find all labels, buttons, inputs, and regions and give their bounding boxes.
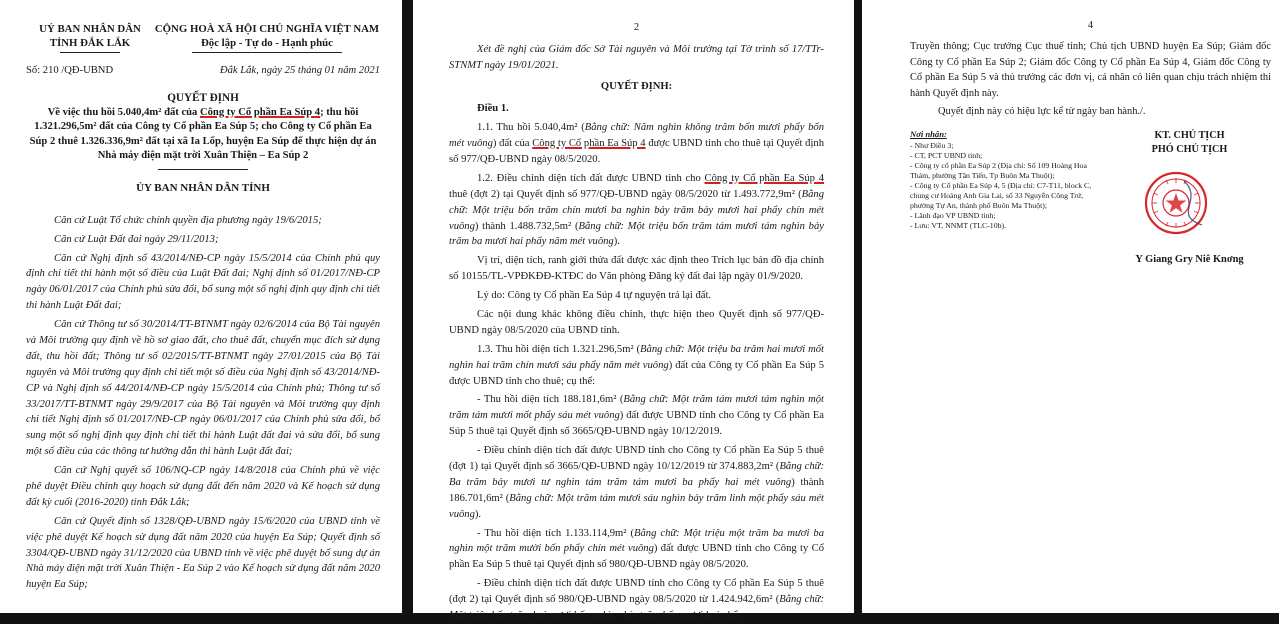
clause-1-1 — [449, 120, 824, 168]
recipient-item: - Lưu: VT, NNMT (TLC-10b). — [910, 221, 1007, 231]
clause-1-3-item-3 — [449, 526, 824, 574]
subject-company-highlight: Công ty Cổ phần Ea Súp 4 — [199, 107, 321, 119]
clause-1-3-item-4 — [449, 576, 824, 624]
title-divider — [158, 169, 248, 170]
red-seal-icon — [1144, 171, 1208, 235]
recipient-item: - Như Điều 3; — [910, 141, 954, 151]
agency-line-2: TỈNH ĐẮK LẮK — [49, 37, 131, 50]
other-content-paragraph: Các nội dung khác không điều chỉnh, thực hiện theo Quyết định số 977/QĐ-UBND ngày 08/5/2020 của UBND tỉnh. — [449, 308, 824, 336]
national-motto — [154, 22, 380, 53]
decision-title — [26, 91, 380, 163]
recipient-item: - CT, PCT UBND tỉnh; — [910, 151, 983, 161]
text-run: - Điều chỉnh diện tích đất được UBND tỉnh cho Công ty Cổ phần Ea Súp 5 thuê (đợt 2) tại Quyết định số 980/QĐ-UBND ngày 08/5/2020 từ 1.424.942,6m² ( — [449, 578, 824, 606]
text-run-italic: Bằng chữ: Một trăm tám mươi tám nghìn một trăm tám mươi mốt phẩy sáu mét vuông — [449, 394, 824, 422]
number-date-line — [26, 63, 380, 79]
agency-line-1: UỶ BAN NHÂN DÂN — [39, 23, 141, 35]
legal-basis-paragraph: Căn cứ Quyết định số 1328/QĐ-UBND ngày 15/6/2020 của UBND tỉnh về việc phê duyệt Kế hoạch sử dụng đất năm 2020 của huyện Ea Súp; Quyết định số 3304/QĐ-UBND ngày 31/12/2020 của UBND tỉnh về việc phê duyệt bổ sung dự án Nhà máy điện mặt trời Xuân Thiện - Ea Súp 2 vào Kế hoạch sử dụng đất năm 2020 huyện Ea Súp; — [26, 515, 380, 591]
text-run-italic: Bằng chữ: Ba trăm bảy mươi tư nghìn tám trăm tám mươi ba phẩy hai mét vuông — [449, 460, 824, 488]
nation-line-2: Độc lập - Tự do - Hạnh phúc — [201, 37, 333, 50]
text-run: ) đất được UBND tỉnh cho Công ty Cổ phần Ea Súp 5 thuê tại Quyết định số 980/QĐ-UBND ngày 08/5/2020. — [449, 543, 825, 571]
page-number: 2 — [633, 22, 640, 33]
issuing-agency — [26, 22, 154, 53]
clause-1-3-item-2 — [449, 443, 824, 522]
text-run: 1.1. Thu hồi 5.040,4m² ( — [477, 122, 585, 134]
document-number: Số: 210 /QĐ-UBND — [26, 65, 114, 77]
text-run-italic: Bằng chữ: Một triệu bốn trăm tám mươi tám nghìn bảy trăm ba mươi hai phẩy năm mét vuông — [449, 220, 824, 248]
document-header — [26, 22, 380, 53]
document-page-4 — [862, 0, 1279, 613]
text-run: 1.2. Điều chỉnh diện tích đất được UBND tỉnh cho — [477, 172, 705, 184]
text-run-italic: Bằng chữ: Năm nghìn không trăm bốn mươi phẩy bốn mét vuông — [449, 122, 824, 150]
signer-title-2: PHÓ CHỦ TỊCH — [1151, 144, 1228, 156]
intro-paragraph: Xét đề nghị của Giám đốc Sở Tài nguyên và Môi trường tại Tờ trình số 17/TTr-STNMT ngày 19/01/2021. — [449, 43, 824, 71]
decision-heading: QUYẾT ĐỊNH: — [600, 81, 673, 93]
text-run-italic: Bằng chữ: Một triệu một trăm ba mươi ba nghìn một trăm mười bốn phẩy chín mét vuông — [449, 527, 825, 555]
decision-subject — [26, 106, 380, 163]
text-run: - Thu hồi diện tích 188.181,6m² ( — [477, 394, 624, 406]
clause-1-3 — [449, 342, 824, 390]
page-number: 4 — [1087, 20, 1094, 31]
text-run: - Thu hồi diện tích 1.133.114,9m² ( — [477, 527, 635, 539]
text-run: ) thành 1.488.732,5m² ( — [474, 220, 579, 232]
text-run-italic: Bằng chữ: Một triệu bốn trăm chín mươi ba nghìn bảy trăm bảy mươi hai phẩy chín mét vuông — [449, 188, 824, 232]
text-run: - Điều chỉnh diện tích đất được UBND tỉnh cho Công ty Cổ phần Ea Súp 5 thuê (đợt 1) tại Quyết định số 3665/QĐ-UBND ngày 10/12/2019 từ 374.883,2m² ( — [449, 445, 824, 472]
legal-basis-paragraph: Căn cứ Thông tư số 30/2014/TT-BTNMT ngày 02/6/2014 của Bộ Tài nguyên và Môi trường quy định về hồ sơ giao đất, cho thuê đất, chuyển mục đích sử dụng đất, thu hồi đất; Thông tư số 02/2015/TT-BTNMT ngày 27/01/2015 của Bộ Tài nguyên và Môi trường quy định chi tiết một số điều của Nghị định số 43/2014/NĐ-CP và Nghị định số 44/2014/NĐ-CP ngày 15/5/2014 của Chính phủ; Thông tư số 33/2017/TT-BTNMT ngày 29/9/2017 của Bộ Tài nguyên và Môi trường quy định chi tiết Nghị định số 01/2017/NĐ-CP ngày 06/01/2017 của Chính phủ sửa đổi, bổ sung một số nghị định quy định chi tiết thi hành Luật đất đai và sửa đổi, bổ sung một số điều của các thông tư hướng dẫn thi hành Luật đất đai; — [26, 319, 380, 458]
reason-paragraph: Lý do: Công ty Cổ phần Ea Súp 4 tự nguyện trả lại đất. — [477, 290, 712, 302]
subject-part-1: Về việc thu hồi 5.040,4m² đất của — [47, 107, 200, 119]
document-date: Đắk Lắk, ngày 25 tháng 01 năm 2021 — [219, 65, 380, 77]
company-highlight: Công ty Cổ phần Ea Súp 4 — [532, 138, 646, 150]
legal-basis-paragraph: Căn cứ Luật Đất đai ngày 29/11/2013; — [54, 233, 219, 245]
committee-heading: ỦY BAN NHÂN DÂN TỈNH — [136, 182, 270, 195]
legal-basis-paragraph: Căn cứ Luật Tổ chức chính quyền địa phương ngày 19/6/2015; — [54, 214, 322, 226]
clause-1-3-item-1 — [449, 392, 824, 440]
signature-area — [910, 129, 1271, 266]
text-run: thuê (đợt 2) tại Quyết định số 977/QĐ-UBND ngày 08/5/2020 từ 1.493.772,9m² ( — [449, 188, 802, 200]
document-page-2 — [413, 0, 854, 621]
recipient-item: - Công ty Cổ phần Ea Súp 4, 5 (Địa chỉ: C7-T11, block C, chung cư Hoàng Anh Gia Lai, số 33 Nguyễn Công Trứ, phường Tự An, thành phố Buôn Ma Thuột); — [910, 181, 1092, 211]
text-run: ) đất của — [492, 138, 533, 150]
text-run-italic: Bằng chữ: Một trăm tám mươi sáu nghìn bảy trăm linh một phẩy sáu mét vuông — [449, 492, 824, 520]
text-run: 1.3. Thu hồi diện tích 1.321.296,5m² ( — [477, 343, 641, 355]
clause-1-2 — [449, 171, 824, 250]
text-run: ) đất của Công ty Cổ phần Ea Súp 5 được UBND tỉnh cho thuê; cụ thể: — [449, 359, 824, 387]
text-run: ) thành 186.701,6m² ( — [449, 476, 825, 504]
signer-block — [1108, 129, 1271, 266]
signer-title-1: KT. CHỦ TỊCH — [1154, 130, 1225, 142]
legal-basis-paragraph: Căn cứ Nghị định số 43/2014/NĐ-CP ngày 15/5/2014 của Chính phủ quy định chi tiết thi hành một số điều của Luật Đất đai; Nghị định số 01/2017/NĐ-CP ngày 06/01/2017 của Chính phủ sửa đổi, bổ sung một số nghị định quy định chi tiết thi hành Luật Đất đai; — [26, 252, 380, 312]
text-run: ). — [474, 508, 482, 520]
text-run-italic: Bằng chữ: Một triệu bốn trăm hai mươi bốn nghìn chín trăm bốn mươi hai phẩy — [449, 594, 824, 621]
article-1-heading: Điều 1. — [477, 103, 509, 115]
recipient-item: - Lãnh đạo VP UBND tỉnh; — [910, 211, 996, 221]
document-page-1 — [0, 0, 402, 613]
location-paragraph: Vị trí, diện tích, ranh giới thửa đất được xác định theo Trích lục bản đồ địa chính số 10155/TL-VPĐKĐĐ-KTĐC do Văn phòng Đăng ký đất đai lập ngày 01/9/2020. — [449, 255, 824, 283]
motto-underline — [192, 52, 342, 53]
continuation-paragraph: Truyền thông; Cục trưởng Cục thuế tỉnh; Chủ tịch UBND huyện Ea Súp; Giám đốc Công ty Cổ phần Ea Súp 2; Giám đốc Công ty Cổ phần Ea Súp 4, Giám đốc Công ty Cổ phần Ea Súp 5 và thủ trưởng các đơn vị, cá nhân có liên quan chịu trách nhiệm thi hành Quyết định này. — [910, 41, 1271, 99]
legal-basis-paragraph: Căn cứ Nghị quyết số 106/NQ-CP ngày 14/8/2018 của Chính phủ về việc phê duyệt Điều chỉnh quy hoạch sử dụng đất đến năm 2020 và Kế hoạch sử dụng đất kỳ cuối (2016-2020) tỉnh Đắk Lắk; — [26, 465, 380, 508]
nation-line-1: CỘNG HOÀ XÃ HỘI CHỦ NGHĨA VIỆT NAM — [154, 23, 380, 35]
effect-paragraph: Quyết định này có hiệu lực kể từ ngày ban hành./. — [938, 105, 1146, 117]
text-run-italic: Bằng chữ: Một triệu ba trăm hai mươi mốt nghìn hai trăm chín mươi sáu phẩy năm mét vuông — [449, 343, 824, 371]
document-type: QUYẾT ĐỊNH — [167, 91, 239, 104]
recipients-label: Nơi nhận: — [910, 129, 947, 140]
subject-part-2: ; thu hồi 1.321.296,5m² đất của Công ty Cổ phần Ea Súp 5; cho Công ty Cổ phần Ea Súp 2 thuê 1.326.336,9m² đất tại xã Ia Lốp, huyện Ea Súp để thực hiện dự án Nhà máy điện mặt trời Xuân Thiện – Ea Súp 2 — [29, 107, 377, 161]
signer-name: Y Giang Gry Niê Knơng — [1135, 254, 1244, 266]
agency-underline — [60, 52, 120, 53]
recipients-list — [910, 129, 1108, 231]
text-run: ) đất được UBND tỉnh cho Công ty Cổ phần Ea Súp 5 thuê tại Quyết định số 3665/QĐ-UBND ngày 10/12/2019. — [449, 410, 824, 438]
company-highlight: Công ty Cổ phần Ea Súp 4 — [704, 172, 824, 184]
text-run: được UBND tỉnh cho thuê tại Quyết định số 977/QĐ-UBND ngày 08/5/2020. — [449, 138, 824, 165]
recipient-item: - Công ty cổ phần Ea Súp 2 (Địa chỉ: Số 109 Hoàng Hoa Thám, phường Tân Tiến, Tp Buôn Ma Thuột); — [910, 161, 1087, 181]
text-run: ). — [613, 236, 620, 248]
